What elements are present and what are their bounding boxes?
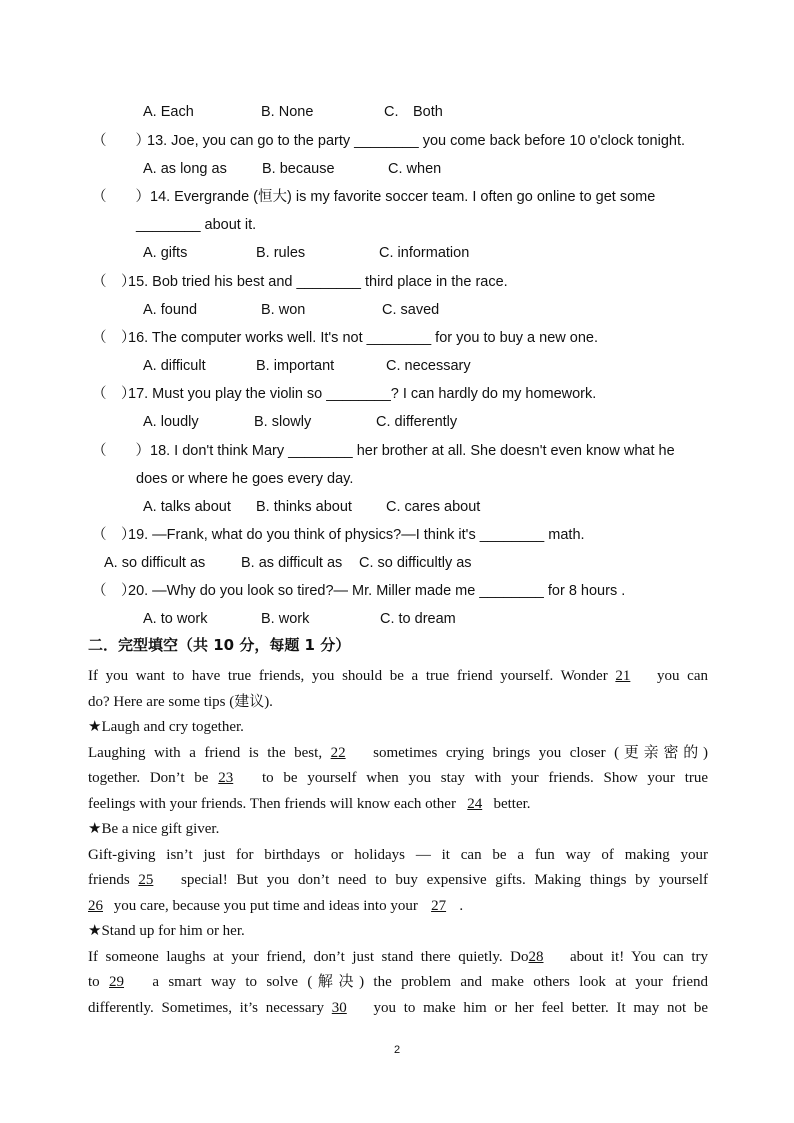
option-c: C. information [379, 245, 470, 261]
option-b: B. thinks about [256, 499, 352, 515]
passage-line: 26 you care, because you put time and ideas into your 27 . [88, 894, 708, 920]
passage-line: differently. Sometimes, it’s necessary 30 you to make him or her feel better. It may not be [88, 996, 708, 1022]
passage-line: Gift-giving isn’t just for birthdays or holidays — it can be a fun way of making your [88, 846, 708, 863]
option-a: A. so difficult as [104, 555, 206, 571]
option-c: C. to dream [380, 611, 456, 627]
answer-paren: （ ） [92, 274, 136, 290]
question-text: 13. Joe, you can go to the party ________ you come back before 10 o'clock tonight. [147, 133, 686, 149]
option-b: B. important [256, 358, 335, 374]
question-text-cont: ________ about it. [136, 217, 257, 233]
question-text: 14. Evergrande (恒大) is my favorite soccer team. I often go online to get some [150, 189, 656, 205]
blank-25: 25 [138, 872, 154, 888]
option-b: B. slowly [254, 414, 312, 430]
option-b: B. won [261, 302, 306, 318]
blank-21: 21 [615, 668, 631, 684]
option-c: C. when [388, 161, 442, 177]
option-a: A. found [143, 302, 198, 318]
answer-paren: （ ） [92, 189, 150, 205]
page-number: 2 [393, 1044, 401, 1056]
blank-23: 23 [218, 770, 234, 786]
question-text: 15. Bob tried his best and ________ third place in the race. [128, 274, 508, 290]
passage-line: do? Here are some tips (建议). [88, 693, 273, 710]
option-c: C. saved [382, 302, 440, 318]
option-c: C. so difficultly as [359, 555, 472, 571]
option-b: B. work [261, 611, 310, 627]
answer-paren: （ ） [92, 443, 150, 459]
answer-paren: （ ） [92, 527, 136, 543]
section-title: 二．完型填空（共 10 分，每题 1 分） [88, 636, 351, 654]
passage-line: feelings with your friends. Then friends will know each other 24 better. [88, 792, 708, 818]
option-c: C. cares about [386, 499, 481, 515]
passage-line: If you want to have true friends, you should be a true friend yourself. Wonder 21 you can [88, 664, 708, 690]
tip-heading: ★Laugh and cry together. [88, 719, 244, 735]
option-c: C. differently [376, 414, 458, 430]
passage-line: together. Don’t be 23 to be yourself when you stay with your friends. Show your true [88, 766, 708, 792]
option-b: B. because [262, 161, 335, 177]
option-a: A. to work [143, 611, 208, 627]
blank-29: 29 [109, 974, 125, 990]
question-text: 18. I don't think Mary ________ her brother at all. She doesn't even know what he [150, 443, 675, 459]
passage-line: to 29 a smart way to solve (解决) the problem and make others look at your friend [88, 970, 708, 996]
question-text-cont: does or where he goes every day. [136, 471, 354, 487]
option-c: C. Both [384, 104, 443, 120]
answer-paren: （ ） [92, 386, 136, 402]
option-b: B. as difficult as [241, 555, 343, 571]
blank-26: 26 [88, 897, 103, 914]
option-b: B. rules [256, 245, 306, 261]
answer-paren: （ ） [92, 583, 136, 599]
option-a: A. Each [143, 104, 194, 120]
blank-28: 28 [528, 948, 544, 965]
option-b: B. None [261, 104, 314, 120]
question-text: 17. Must you play the violin so ________? I can hardly do my homework. [128, 386, 597, 402]
option-a: A. difficult [143, 358, 206, 374]
question-text: 19. —Frank, what do you think of physics?—I think it's ________ math. [128, 527, 585, 543]
tip-heading: ★Stand up for him or her. [88, 923, 245, 939]
option-a: A. as long as [143, 161, 227, 177]
option-a: A. talks about [143, 499, 231, 515]
blank-30: 30 [331, 999, 347, 1016]
blank-22: 22 [330, 744, 346, 761]
cloze-passage [88, 664, 708, 1021]
passage-line: If someone laughs at your friend, don’t just stand there quietly. Do28 about it! You can try [88, 945, 708, 971]
answer-paren: （ ） [92, 330, 136, 346]
question-text: 20. —Why do you look so tired?— Mr. Miller made me ________ for 8 hours . [128, 583, 626, 599]
blank-24: 24 [467, 795, 483, 812]
passage-line: Laughing with a friend is the best, 22 sometimes crying brings you closer (更亲密的) [88, 741, 708, 767]
option-a: A. loudly [143, 414, 199, 430]
blank-27: 27 [431, 897, 447, 914]
passage-line: friends 25 special! But you don’t need to buy expensive gifts. Making things by yourself [88, 868, 708, 894]
tip-heading: ★Be a nice gift giver. [88, 821, 220, 837]
option-a: A. gifts [143, 245, 188, 261]
option-c: C. necessary [386, 358, 471, 374]
question-text: 16. The computer works well. It's not ________ for you to buy a new one. [128, 330, 598, 346]
answer-paren: （ ） [92, 133, 150, 149]
